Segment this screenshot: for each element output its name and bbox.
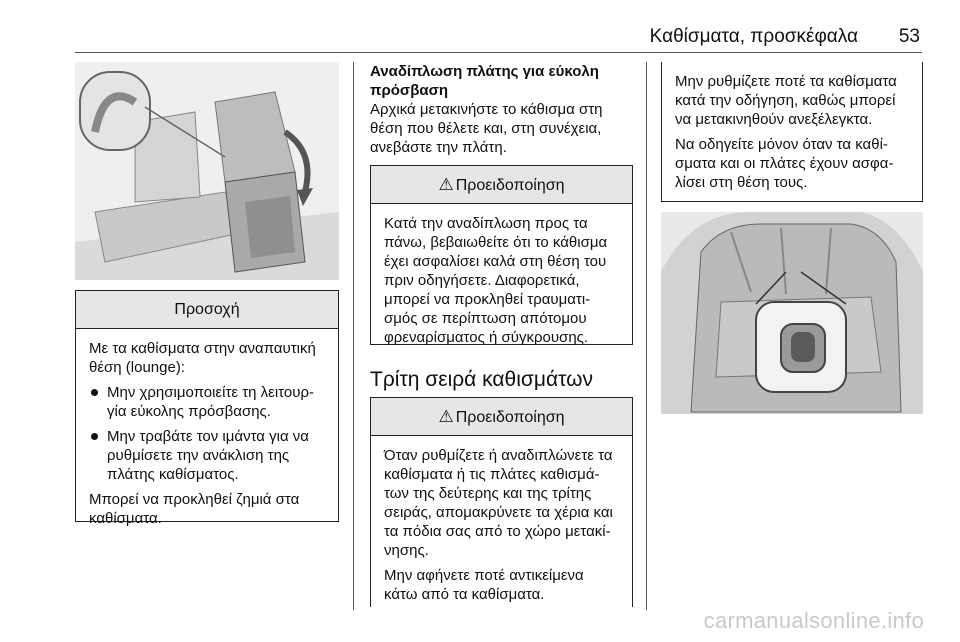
caution-bullet: Μην τραβάτε τον ιμάντα για να ρυθμίσετε την ανάκλιση της πλάτης καθίσματος. [89,427,326,484]
warning-title [371,166,632,204]
warning-triangle-icon: ⚠ [438,407,454,426]
warning-title-text: Προειδοποίηση [455,409,565,426]
watermark: carmanualsonline.info [703,608,924,633]
third-row-title: Τρίτη σειρά καθισμάτων [370,368,593,391]
easy-access-heading: Αναδίπλωση πλάτης για εύκολη πρόσβαση [370,63,599,99]
caution-bullet: Μην χρησιμοποιείτε τη λειτουρ-γία εύκολης πρόσβασης. [89,383,326,421]
warning-box-fold-up [370,165,633,345]
warning-body [371,204,632,357]
continued-text-1: Μην ρυθμίζετε ποτέ τα καθίσματα κατά την οδήγηση, καθώς μπορεί να μετακινηθούν ανεξέλεγκτα. [675,73,897,128]
header-rule [75,52,922,53]
warning-text: Κατά την αναδίπλωση προς τα πάνω, βεβαιωθείτε ότι το κάθισμα έχει ασφαλίσει καλά στη θέση του πριν οδηγήσετε. Διαφορετικά, μπορεί να προκληθεί τραυματι-σμός σε περίπτωση απότομου φρεναρίσματος ή σύγκρουσης. [384,215,608,346]
warning-box-third-row [370,397,633,607]
caution-outro: Μπορεί να προκληθεί ζημιά στα καθίσματα. [89,491,300,527]
warning-triangle-icon: ⚠ [438,175,454,194]
trunk-interior-illustration-icon [661,212,923,414]
continued-body [662,62,922,202]
page-number: 53 [898,26,920,47]
seat-folding-figure [75,62,339,280]
warning-text-1: Όταν ρυθμίζετε ή αναδιπλώνετε τα καθίσματα ή τις πλάτες καθισμά-των της δεύτερης και της τρίτης σειράς, απομακρύνετε τα χέρια και τα πόδια σας από το χώρο μετακί-νησης. [384,447,613,559]
caution-box [75,290,339,527]
caution-intro: Με τα καθίσματα στην αναπαυτική θέση (lounge): [89,340,316,376]
seat-folding-illustration-icon [75,62,339,280]
warning-text-2: Μην αφήνετε ποτέ αντικείμενα κάτω από τα καθίσματα. [384,567,584,603]
warning-title [371,398,632,436]
trunk-figure [661,212,923,414]
running-header-title: Καθίσματα, προσκέφαλα [649,26,858,47]
easy-access-section [370,62,632,157]
column-divider-left [353,62,354,610]
warning-title-text: Προειδοποίηση [455,177,565,194]
caution-body [76,329,338,538]
caution-title: Προσοχή [76,291,338,329]
easy-access-body: Αρχικά μετακινήστε το κάθισμα στη θέση που θέλετε και, στη συνέχεια, ανεβάστε την πλάτη. [370,101,603,156]
warning-body [371,436,632,614]
warning-box-continued [661,62,923,202]
continued-text-2: Να οδηγείτε μόνον όταν τα καθί-σματα και οι πλάτες έχουν ασφα-λίσει στη θέση τους. [675,136,894,191]
column-divider-right [646,62,647,610]
